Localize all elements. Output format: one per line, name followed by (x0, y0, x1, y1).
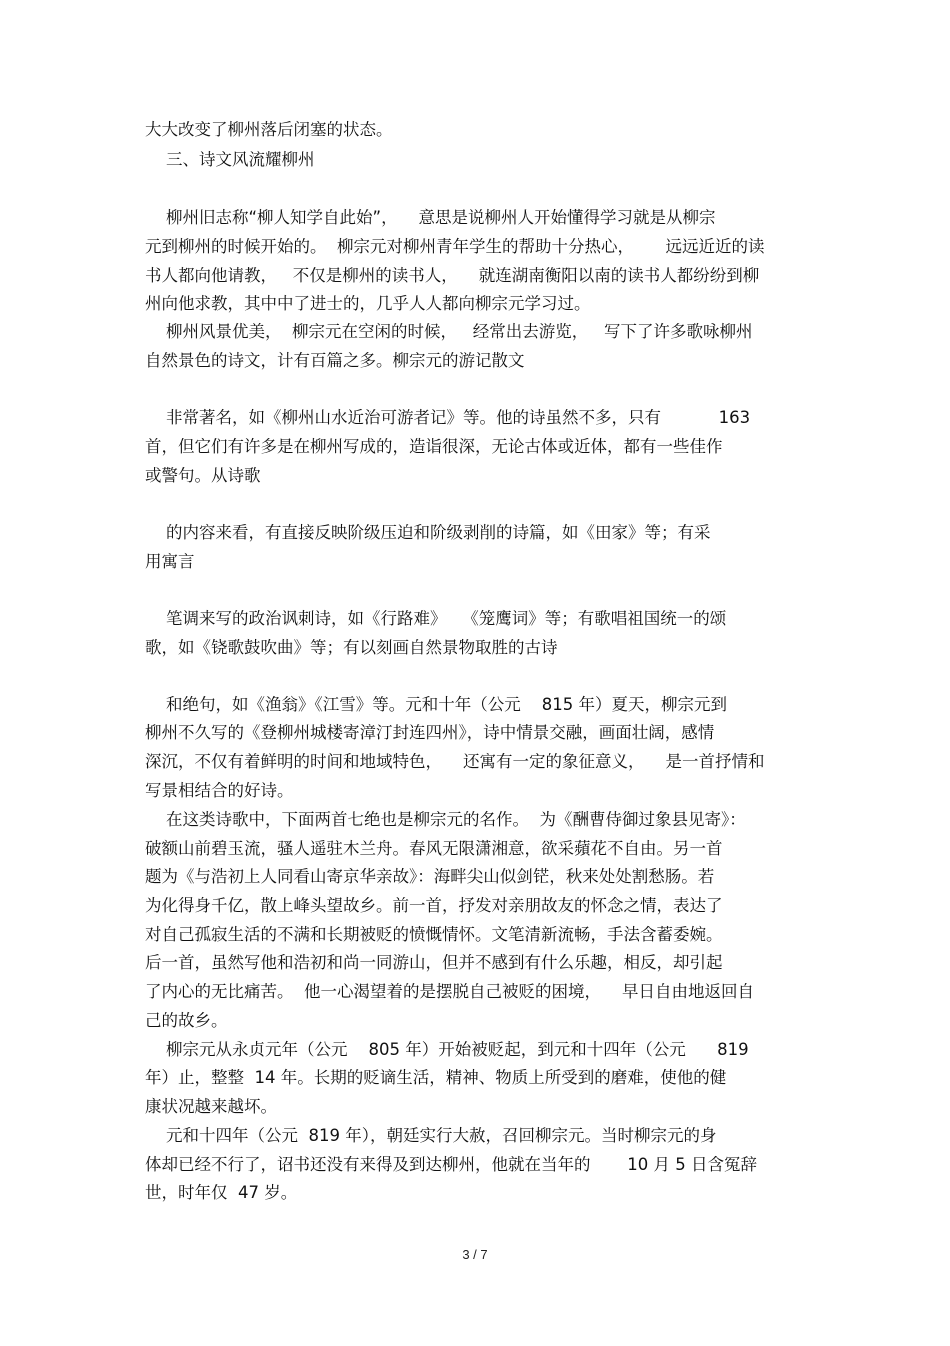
text-line: 己的故乡。 (145, 1011, 228, 1030)
text-line: 康状况越来越坏。 (145, 1097, 277, 1116)
text-line: 深沉，不仅有着鲜明的时间和地域特色， 还寓有一定的象征意义， 是一首抒情和 (145, 752, 765, 771)
text-line: 柳州风景优美， 柳宗元在空闲的时候， 经常出去游览， 写下了许多歌咏柳州 (145, 322, 753, 341)
text-line: 世，时年仅 47 岁。 (145, 1183, 298, 1202)
section-heading: 三、诗文风流耀柳州 (145, 150, 315, 169)
text-line: 了内心的无比痛苦。 他一心渴望着的是摆脱自己被贬的困境， 早日自由地返回自 (145, 982, 754, 1001)
text-line: 年）止，整整 14 年。长期的贬谪生活，精神、物质上所受到的磨难，使他的健 (145, 1068, 727, 1087)
text-line: 写景相结合的好诗。 (145, 781, 294, 800)
text-line: 题为《与浩初上人同看山寄京华亲故》：海畔尖山似剑铓，秋来处处割愁肠。若 (145, 867, 715, 886)
text-line: 用寓言 (145, 552, 195, 571)
page-number: 3 / 7 (462, 1247, 488, 1262)
text-line: 和绝句，如《渔翁》《江雪》等。元和十年（公元 815 年）夏天，柳宗元到 (145, 695, 727, 714)
text-line: 元到柳州的时候开始的。 柳宗元对柳州青年学生的帮助十分热心， 远远近近的读 (145, 237, 765, 256)
text-line: 后一首，虽然写他和浩初和尚一同游山，但并不感到有什么乐趣，相反，却引起 (145, 953, 723, 972)
text-line: 书人都向他请教， 不仅是柳州的读书人， 就连湖南衡阳以南的读书人都纷纷到柳 (145, 266, 760, 285)
text-line: 歌，如《铙歌鼓吹曲》等；有以刻画自然景物取胜的古诗 (145, 638, 558, 657)
text-line: 自然景色的诗文，计有百篇之多。柳宗元的游记散文 (145, 351, 525, 370)
text-line: 为化得身千亿，散上峰头望故乡。前一首，抒发对亲朋故友的怀念之情，表达了 (145, 896, 723, 915)
text-line: 元和十四年（公元 819 年），朝廷实行大赦，召回柳宗元。当时柳宗元的身 (145, 1126, 717, 1145)
text-line: 在这类诗歌中，下面两首七绝也是柳宗元的名作。 为《酬曹侍御过象县见寄》： (145, 810, 746, 829)
text-line: 大大改变了柳州落后闭塞的状态。 (145, 120, 393, 139)
text-line: 非常著名，如《柳州山水近治可游者记》等。他的诗虽然不多，只有 163 (145, 408, 751, 427)
text-line: 破额山前碧玉流，骚人遥驻木兰舟。春风无限潇湘意，欲采蘋花不自由。另一首 (145, 839, 723, 858)
text-line: 柳宗元从永贞元年（公元 805 年）开始被贬起，到元和十四年（公元 819 (145, 1040, 749, 1059)
text-line: 的内容来看，有直接反映阶级压迫和阶级剥削的诗篇，如《田家》等；有采 (145, 523, 711, 542)
text-line: 州向他求教，其中中了进士的，几乎人人都向柳宗元学习过。 (145, 294, 591, 313)
text-line: 体却已经不行了，诏书还没有来得及到达柳州，他就在当年的 10 月 5 日含冤辞 (145, 1155, 757, 1174)
text-line: 柳州旧志称“柳人知学自此始”， 意思是说柳州人开始懂得学习就是从柳宗 (145, 208, 716, 227)
text-line: 笔调来写的政治讽刺诗，如《行路难》 《笼鹰词》等；有歌唱祖国统一的颂 (145, 609, 727, 628)
text-line: 柳州不久写的《登柳州城楼寄漳汀封连四州》，诗中情景交融，画面壮阔，感情 (145, 723, 715, 742)
text-line: 或警句。从诗歌 (145, 466, 261, 485)
text-line: 对自己孤寂生活的不满和长期被贬的愤慨情怀。文笔清新流畅，手法含蓄委婉。 (145, 925, 723, 944)
text-line: 首，但它们有许多是在柳州写成的，造诣很深，无论古体或近体，都有一些佳作 (145, 437, 723, 456)
